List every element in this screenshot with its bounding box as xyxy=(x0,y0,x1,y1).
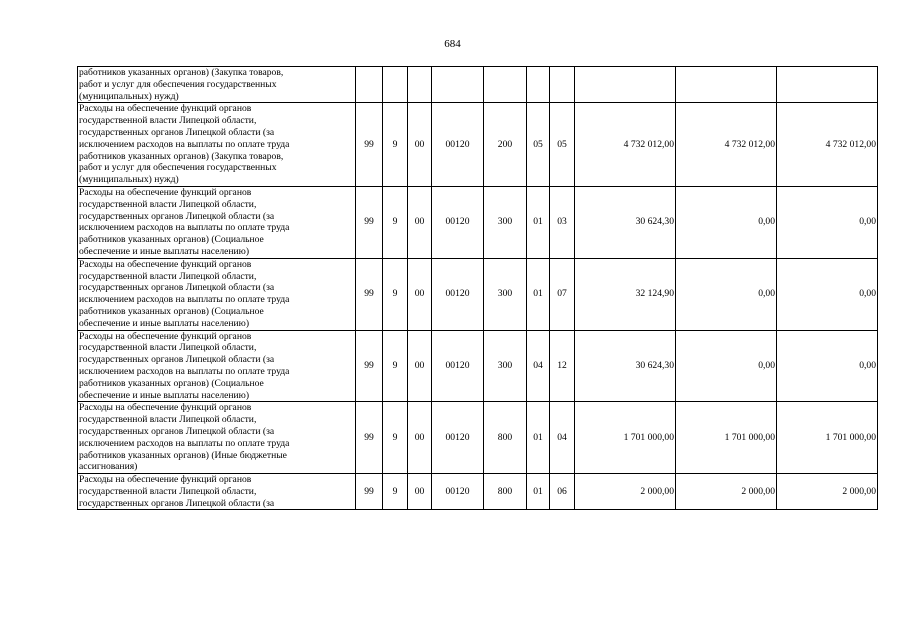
subprogram-code-cell: 9 xyxy=(383,402,408,474)
subsection-cell: 05 xyxy=(550,103,575,187)
direction-code-cell: 00120 xyxy=(432,258,484,330)
table-row xyxy=(78,186,878,258)
amount-year3-cell: 0,00 xyxy=(777,258,878,330)
amount-year3-cell: 4 732 012,00 xyxy=(777,103,878,187)
main-activity-code-cell: 00 xyxy=(408,258,432,330)
description-line: государственной власти Липецкой области, xyxy=(79,198,257,210)
description-line: Расходы на обеспечение функций органов xyxy=(79,402,252,414)
subsection-cell: 03 xyxy=(550,186,575,258)
amount-year2-cell xyxy=(676,67,777,103)
description-line: государственных органов Липецкой области (за xyxy=(79,354,275,366)
description-line: государственных органов Липецкой области (за xyxy=(79,425,275,437)
direction-code-cell: 00120 xyxy=(432,330,484,402)
budget-table xyxy=(77,66,878,510)
expense-type-cell: 200 xyxy=(484,103,527,187)
description-line: обеспечение и иные выплаты населению) xyxy=(79,317,250,329)
amount-year3-cell: 0,00 xyxy=(777,330,878,402)
description-cell xyxy=(78,67,356,103)
description-line: государственных органов Липецкой области (за xyxy=(79,282,275,294)
amount-year1-cell: 4 732 012,00 xyxy=(575,103,676,187)
main-activity-code-cell: 00 xyxy=(408,103,432,187)
description-line: работников указанных органов) (Закупка товаров, xyxy=(79,150,284,162)
subsection-cell: 12 xyxy=(550,330,575,402)
description-line: государственной власти Липецкой области, xyxy=(79,115,257,127)
expense-type-cell: 800 xyxy=(484,402,527,474)
description-line: Расходы на обеспечение функций органов xyxy=(79,103,252,115)
description-line: государственной власти Липецкой области, xyxy=(79,270,257,282)
subsection-cell xyxy=(550,67,575,103)
amount-year3-cell xyxy=(777,67,878,103)
description-cell xyxy=(78,402,356,474)
description-line: исключением расходов на выплаты по оплате труда xyxy=(79,365,290,377)
description-line: (муниципальных) нужд) xyxy=(79,90,179,102)
table-body xyxy=(78,67,878,510)
direction-code-cell: 00120 xyxy=(432,186,484,258)
program-code-cell: 99 xyxy=(356,330,383,402)
description-line: обеспечение и иные выплаты населению) xyxy=(79,245,250,257)
description-line: работ и услуг для обеспечения государственных xyxy=(79,162,277,174)
description-cell xyxy=(78,474,356,510)
subprogram-code-cell: 9 xyxy=(383,103,408,187)
section-cell: 05 xyxy=(527,103,550,187)
description-line: работников указанных органов) (Закупка товаров, xyxy=(79,67,284,78)
description-line: обеспечение и иные выплаты населению) xyxy=(79,389,250,401)
table-row xyxy=(78,258,878,330)
main-activity-code-cell: 00 xyxy=(408,474,432,510)
direction-code-cell: 00120 xyxy=(432,402,484,474)
description-cell xyxy=(78,103,356,187)
subprogram-code-cell xyxy=(383,67,408,103)
amount-year2-cell: 0,00 xyxy=(676,258,777,330)
amount-year1-cell: 32 124,90 xyxy=(575,258,676,330)
subsection-cell: 04 xyxy=(550,402,575,474)
description-cell xyxy=(78,258,356,330)
description-line: (муниципальных) нужд) xyxy=(79,174,179,186)
subsection-cell: 07 xyxy=(550,258,575,330)
description-line: Расходы на обеспечение функций органов xyxy=(79,474,252,486)
description-line: государственной власти Липецкой области, xyxy=(79,414,257,426)
description-line: работников указанных органов) (Социальное xyxy=(79,377,264,389)
section-cell: 01 xyxy=(527,474,550,510)
program-code-cell: 99 xyxy=(356,258,383,330)
amount-year2-cell: 0,00 xyxy=(676,330,777,402)
amount-year3-cell: 1 701 000,00 xyxy=(777,402,878,474)
description-cell xyxy=(78,330,356,402)
table-row xyxy=(78,103,878,187)
amount-year3-cell: 0,00 xyxy=(777,186,878,258)
amount-year1-cell: 30 624,30 xyxy=(575,186,676,258)
section-cell: 01 xyxy=(527,258,550,330)
amount-year3-cell: 2 000,00 xyxy=(777,474,878,510)
description-line: государственных органов Липецкой области (за xyxy=(79,210,275,222)
subprogram-code-cell: 9 xyxy=(383,474,408,510)
program-code-cell: 99 xyxy=(356,402,383,474)
amount-year1-cell: 2 000,00 xyxy=(575,474,676,510)
direction-code-cell xyxy=(432,67,484,103)
description-cell xyxy=(78,186,356,258)
amount-year2-cell: 4 732 012,00 xyxy=(676,103,777,187)
description-line: государственных органов Липецкой области (за xyxy=(79,497,275,509)
description-line: исключением расходов на выплаты по оплате труда xyxy=(79,294,290,306)
description-line: ассигнования) xyxy=(79,461,138,473)
expense-type-cell: 300 xyxy=(484,186,527,258)
main-activity-code-cell: 00 xyxy=(408,186,432,258)
table-row xyxy=(78,67,878,103)
section-cell: 01 xyxy=(527,402,550,474)
program-code-cell xyxy=(356,67,383,103)
direction-code-cell: 00120 xyxy=(432,103,484,187)
description-line: Расходы на обеспечение функций органов xyxy=(79,258,252,270)
subsection-cell: 06 xyxy=(550,474,575,510)
section-cell: 01 xyxy=(527,186,550,258)
section-cell: 04 xyxy=(527,330,550,402)
amount-year2-cell: 0,00 xyxy=(676,186,777,258)
table-row xyxy=(78,330,878,402)
expense-type-cell: 800 xyxy=(484,474,527,510)
description-line: Расходы на обеспечение функций органов xyxy=(79,186,252,198)
description-line: государственных органов Липецкой области (за xyxy=(79,126,275,138)
description-line: работ и услуг для обеспечения государственных xyxy=(79,78,277,90)
main-activity-code-cell: 00 xyxy=(408,402,432,474)
page-number: 684 xyxy=(444,38,461,50)
amount-year1-cell: 1 701 000,00 xyxy=(575,402,676,474)
direction-code-cell: 00120 xyxy=(432,474,484,510)
subprogram-code-cell: 9 xyxy=(383,258,408,330)
program-code-cell: 99 xyxy=(356,186,383,258)
program-code-cell: 99 xyxy=(356,474,383,510)
description-line: исключением расходов на выплаты по оплате труда xyxy=(79,222,290,234)
section-cell xyxy=(527,67,550,103)
expense-type-cell xyxy=(484,67,527,103)
main-activity-code-cell xyxy=(408,67,432,103)
description-line: Расходы на обеспечение функций органов xyxy=(79,330,252,342)
amount-year1-cell: 30 624,30 xyxy=(575,330,676,402)
amount-year2-cell: 1 701 000,00 xyxy=(676,402,777,474)
subprogram-code-cell: 9 xyxy=(383,186,408,258)
description-line: исключением расходов на выплаты по оплате труда xyxy=(79,437,290,449)
amount-year2-cell: 2 000,00 xyxy=(676,474,777,510)
expense-type-cell: 300 xyxy=(484,330,527,402)
table-row xyxy=(78,474,878,510)
description-line: исключением расходов на выплаты по оплате труда xyxy=(79,138,290,150)
program-code-cell: 99 xyxy=(356,103,383,187)
table-row xyxy=(78,402,878,474)
expense-type-cell: 300 xyxy=(484,258,527,330)
amount-year1-cell xyxy=(575,67,676,103)
main-activity-code-cell: 00 xyxy=(408,330,432,402)
description-line: работников указанных органов) (Социальное xyxy=(79,234,264,246)
description-line: государственной власти Липецкой области, xyxy=(79,485,257,497)
description-line: работников указанных органов) (Иные бюджетные xyxy=(79,449,287,461)
description-line: государственной власти Липецкой области, xyxy=(79,342,257,354)
subprogram-code-cell: 9 xyxy=(383,330,408,402)
description-line: работников указанных органов) (Социальное xyxy=(79,305,264,317)
